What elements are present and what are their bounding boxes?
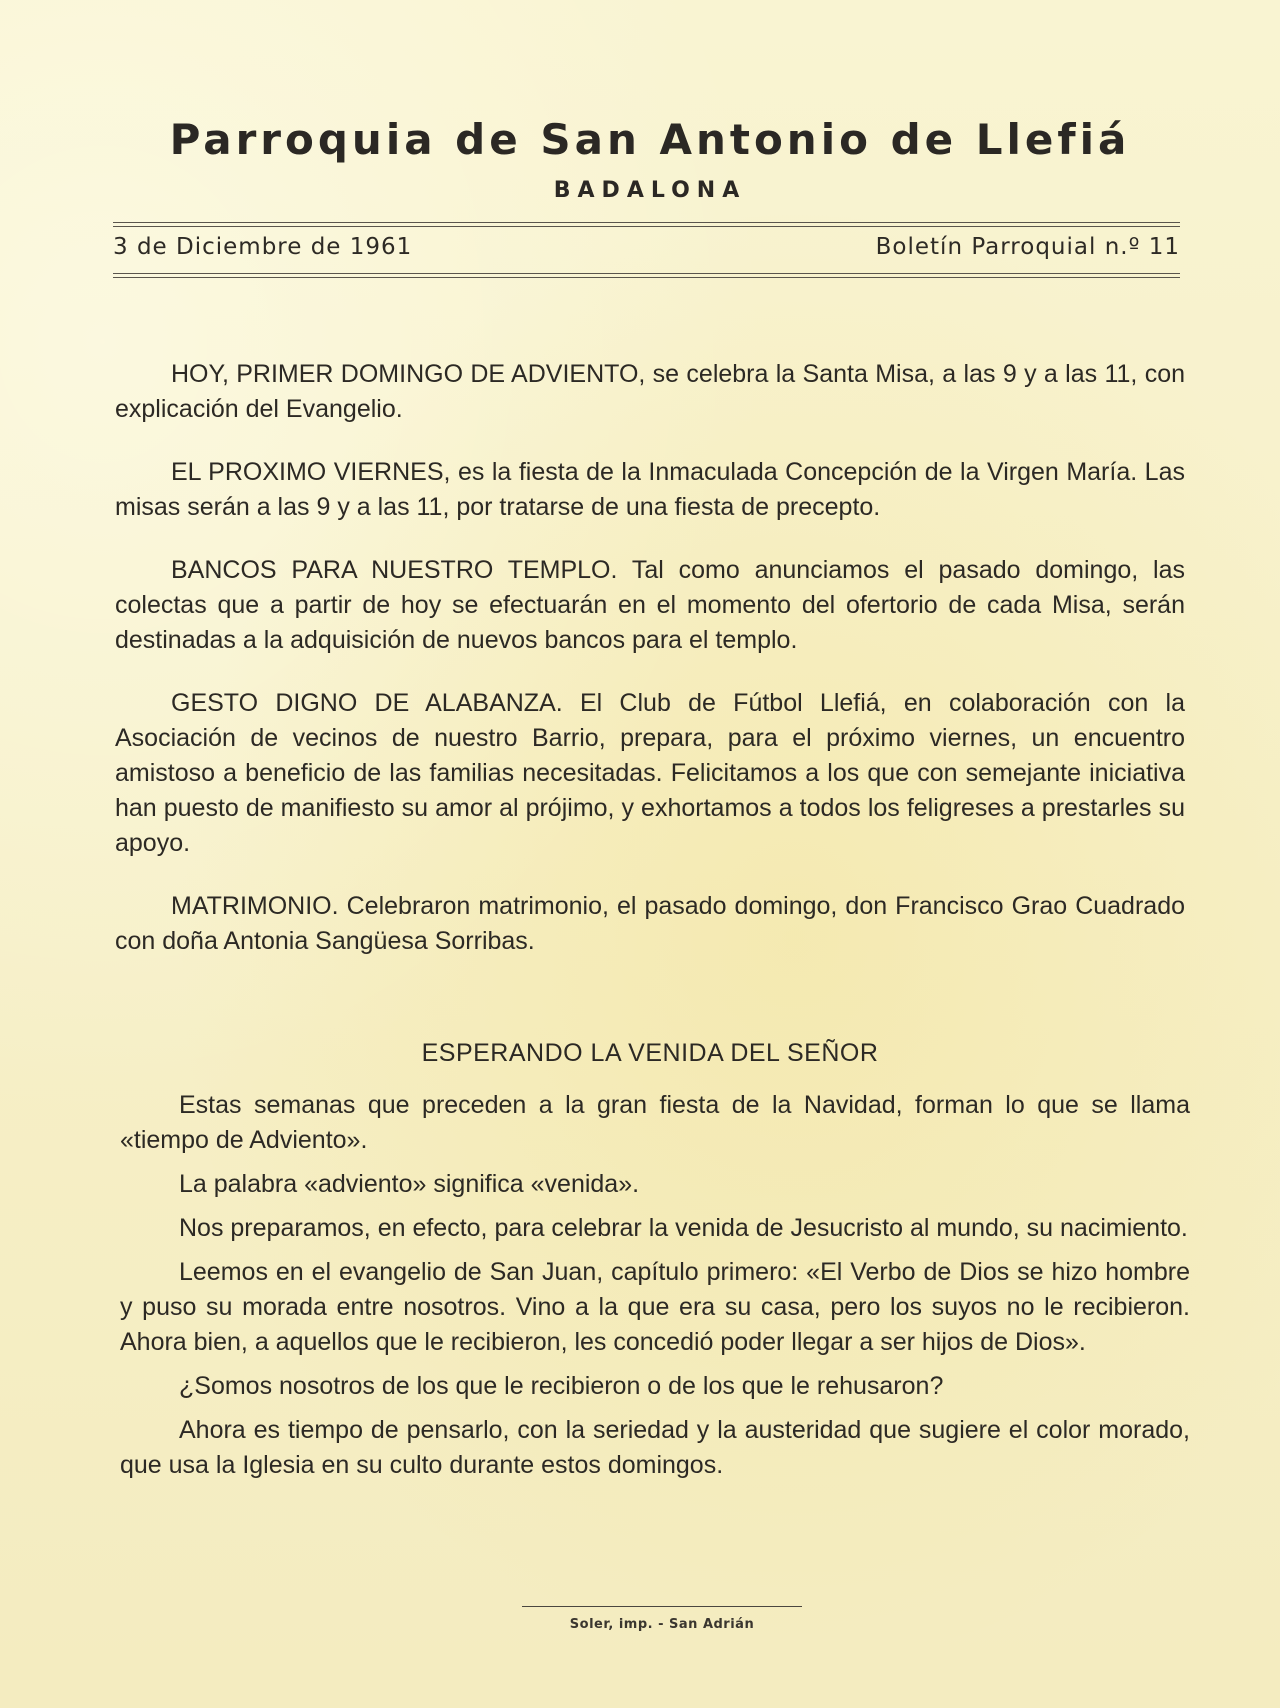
article-paragraph: Leemos en el evangelio de San Juan, capítulo primero: «El Verbo de Dios se hizo hombre y puso su morada entre nosotros. Vino a la que era su casa, pero los suyos no le recibieron. Ahora bien, a aquellos que le recibieron, les concedió poder llegar a ser hijos de Dios». (120, 1258, 1190, 1356)
announcement-football-charity: GESTO DIGNO DE ALABANZA. El Club de Fútbol Llefiá, en colaboración con la Asociación de vecinos de nuestro Barrio, prepara, para el próximo viernes, un encuentro amistoso a beneficio de las familias necesitadas. Felicitamos a los que con semejante iniciativa han puesto de manifiesto su amor al prójimo, y exhortamos a todos los feligreses a prestarles su apoyo. (115, 689, 1185, 857)
announcement-immaculate-conception: EL PROXIMO VIERNES, es la fiesta de la Inmaculada Concepción de la Virgen María. Las misas serán a las 9 y a las 11, por tratarse de una fiesta de precepto. (115, 458, 1185, 521)
header-divider-bottom-inner (113, 277, 1180, 278)
announcement-marriage: MATRIMONIO. Celebraron matrimonio, el pasado domingo, don Francisco Grao Cuadrado con doña Antonia Sangüesa Sorribas. (115, 892, 1185, 955)
article-body (120, 1088, 1190, 1492)
city-name: BADALONA (553, 178, 747, 203)
announcement-pews: BANCOS PARA NUESTRO TEMPLO. Tal como anunciamos el pasado domingo, las colectas que a partir de hoy se efectuarán en el momento del ofertorio de cada Misa, serán destinadas a la adquisición de nuevos bancos para el templo. (115, 556, 1185, 654)
footer-divider (522, 1606, 802, 1607)
header-divider-bottom (113, 273, 1180, 274)
article-paragraph: ¿Somos nosotros de los que le recibieron o de los que le rehusaron? (179, 1372, 944, 1400)
announcements (115, 357, 1185, 987)
article-paragraph: Ahora es tiempo de pensarlo, con la seriedad y la austeridad que sugiere el color morado, que usa la Iglesia en su culto durante estos domingos. (120, 1416, 1190, 1479)
article-paragraph: Estas semanas que preceden a la gran fiesta de la Navidad, forman lo que se llama «tiempo de Adviento». (120, 1091, 1190, 1154)
article-paragraph: La palabra «adviento» significa «venida». (179, 1170, 640, 1198)
issue-date: 3 de Diciembre de 1961 (113, 234, 413, 260)
header-divider-top (113, 222, 1180, 223)
announcement-advent-mass: HOY, PRIMER DOMINGO DE ADVIENTO, se celebra la Santa Misa, a las 9 y a las 11, con explicación del Evangelio. (115, 360, 1185, 423)
parish-title: Parroquia de San Antonio de Llefiá (169, 115, 1131, 164)
issue-info-bar (113, 234, 1180, 264)
printer-credit: Soler, imp. - San Adrián (569, 1617, 755, 1632)
article-paragraph: Nos preparamos, en efecto, para celebrar la venida de Jesucristo al mundo, su nacimiento. (179, 1214, 1188, 1242)
header-divider-top-inner (113, 226, 1180, 227)
article-title: ESPERANDO LA VENIDA DEL SEÑOR (421, 1039, 879, 1067)
bulletin-number: Boletín Parroquial n.º 11 (875, 234, 1180, 260)
